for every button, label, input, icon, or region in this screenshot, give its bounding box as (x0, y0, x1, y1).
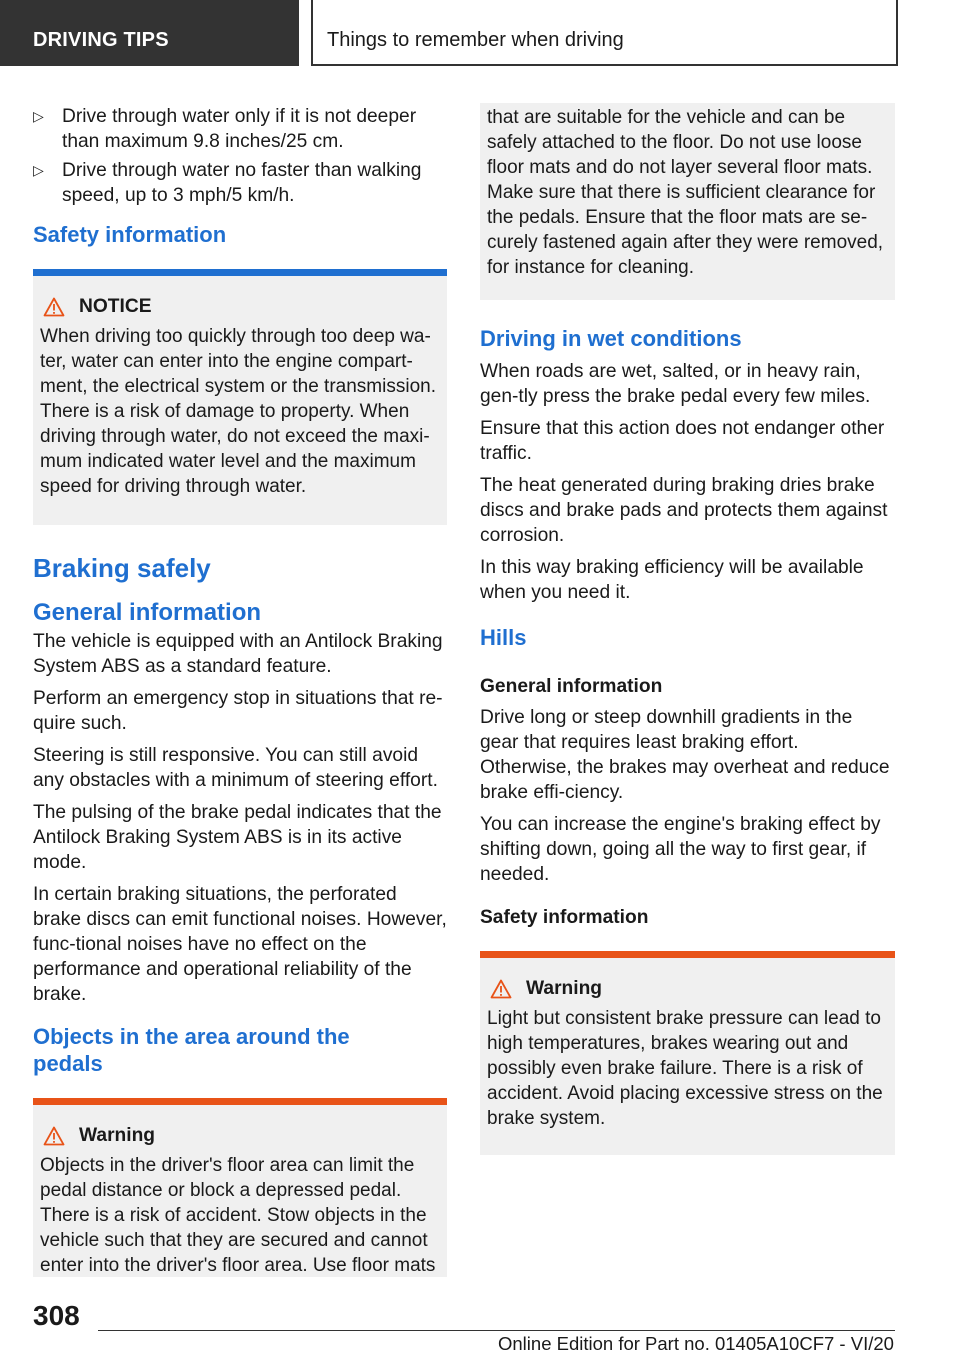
paragraph: In certain braking situations, the perforated brake discs can emit functional noises. However, func‐tional noises have no effect on the performance and operational reliability of the brake. (33, 884, 447, 1005)
paragraph: The vehicle is equipped with an Antilock Braking System ABS as a standard feature. (33, 631, 443, 677)
section-heading: Safety information (33, 222, 227, 247)
subsection-heading: Safety information (480, 907, 649, 928)
warning-text: that are suitable for the vehicle and can be safely attached to the floor. Do not use loose floor mats and do not layer several floor mats. Make sure that there is sufficient clearance for the pedals. Ensure that the floor mats are se‐curely fastened again after they were removed, for instance for cleaning. (487, 107, 884, 278)
header-section-label: DRIVING TIPS (33, 29, 169, 51)
bullet-triangle-icon: ▷ (33, 108, 44, 124)
footer-divider (98, 1330, 895, 1331)
warning-bar (33, 1098, 447, 1105)
bullet-triangle-icon: ▷ (33, 162, 44, 178)
list-item: ▷ Drive through water only if it is not deeper than maximum 9.8 inches/25 cm. (33, 106, 417, 152)
paragraph: The heat generated during braking dries brake discs and brake pads and protects them against corrosion. (480, 475, 888, 546)
warning-label: Warning (526, 978, 603, 999)
section-heading: Braking safely (33, 553, 211, 583)
paragraph: Perform an emergency stop in situations that re‐quire such. (33, 688, 443, 734)
list-item: ▷ Drive through water no faster than walking speed, up to 3 mph/5 km/h. (33, 160, 422, 206)
warning-text: Light but consistent brake pressure can lead to high temperatures, brakes wearing out and possibly even brake failure. There is a risk of accident. Avoid placing excessive stress on the brake system. (487, 1008, 883, 1129)
warning-box (33, 1098, 447, 1277)
warning-box (480, 951, 895, 1155)
section-heading: Driving in wet conditions (480, 326, 742, 351)
subsection-heading: General information (33, 599, 262, 626)
footer-edition: Online Edition for Part no. 01405A10CF7 - VI/20 (498, 1333, 894, 1354)
left-column (33, 104, 447, 1277)
warning-box-continued (480, 103, 895, 300)
paragraph: Ensure that this action does not endanger other traffic. (480, 418, 885, 464)
paragraph: Steering is still responsive. You can still avoid any obstacles with a minimum of steering effort. (33, 745, 438, 791)
warning-triangle-icon (490, 979, 512, 999)
notice-label: NOTICE (79, 296, 152, 317)
warning-text: Objects in the driver's floor area can limit the pedal distance or block a depressed pedal. There is a risk of accident. Stow objects in the vehicle such that they are secured and cannot enter into the driver's floor area. Use floor mats (40, 1155, 436, 1276)
notice-box (33, 269, 447, 525)
paragraph: Drive long or steep downhill gradients in the gear that requires least braking effort. Otherwise, the brakes may overheat and reduce brake effi‐ciency. (480, 707, 890, 803)
paragraph: The pulsing of the brake pedal indicates that the Antilock Braking System ABS is in its active mode. (33, 802, 442, 873)
paragraph: You can increase the engine's braking effect by shifting down, going all the way to first gear, if needed. (480, 814, 881, 885)
right-column (480, 103, 895, 1155)
warning-bar (480, 951, 895, 958)
paragraph: In this way braking efficiency will be available when you need it. (480, 557, 864, 603)
header-title: Things to remember when driving (327, 29, 624, 51)
warning-triangle-icon (43, 1126, 65, 1146)
subsection-heading: General information (480, 676, 663, 697)
warning-triangle-icon (43, 297, 65, 317)
notice-bar (33, 269, 447, 276)
section-heading: Hills (480, 625, 527, 650)
header-section (0, 0, 299, 66)
notice-text: When driving too quickly through too deep wa‐ter, water can enter into the engine compart‐ment, the electrical system or the transmission. There is a risk of damage to property. When driving through water, do not exceed the maxi‐mum indicated water level and the maximum speed for driving through water. (40, 326, 436, 497)
header-title-box (311, 0, 898, 66)
warning-label: Warning (79, 1125, 156, 1146)
section-heading: Objects in the area around the pedals (33, 1024, 350, 1076)
page-number: 308 (33, 1300, 80, 1331)
paragraph: When roads are wet, salted, or in heavy rain, gen‐tly press the brake pedal every few miles. (480, 361, 871, 407)
